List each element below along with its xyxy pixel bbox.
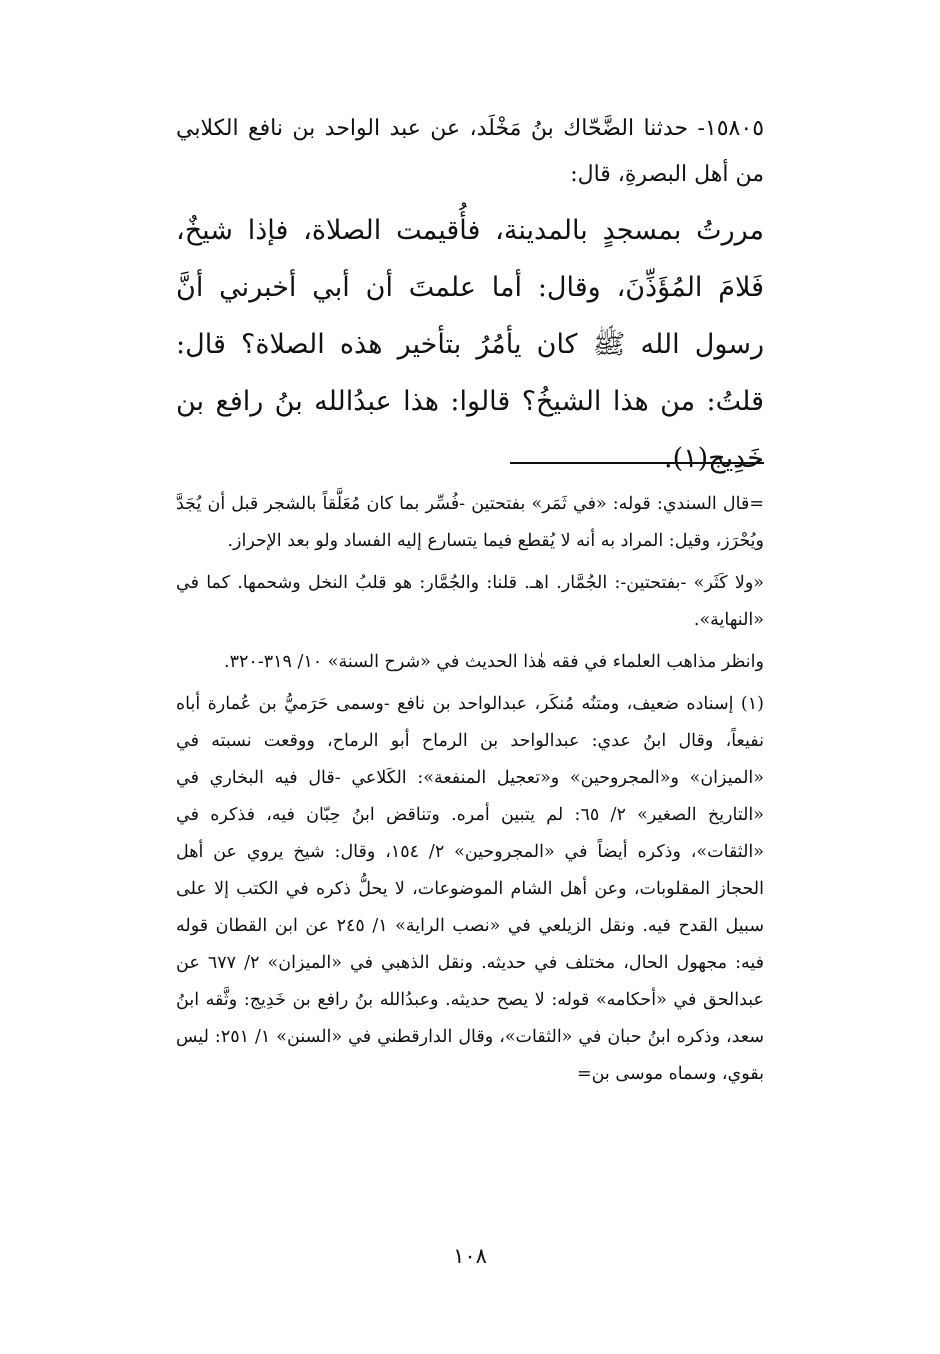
hadith-header: ١٥٨٠٥- حدثنا الضَّحّاك بنُ مَخْلَد، عن عبد الواحد بن نافع الكلابي من أهل البصرةِ، قال: [176,116,765,187]
hadith-text: مررتُ بمسجدٍ بالمدينة، فأُقيمت الصلاة، فإذا شيخٌ، فَلامَ المُؤَذِّنَ، وقال: أما علمتَ أن أبي أخبرني أنَّ رسول الله ﷺ كان يأمُرُ بتأخير هذه الصلاة؟ قال: قلتُ: من هذا الشيخُ؟ قالوا: هذا عبدُالله بنُ رافع بن خَدِيج(١). [176,215,764,474]
footnote-paragraph: =قال السندي: قوله: «في ثَمَر» بفتحتين -فُسِّر بما كان مُعَلَّقاً بالشجر قبل أن يُجَدَّ ويُحْرَز، وقيل: المراد به أنه لا يُقطع فيما يتسارع إليه الفساد ولو بعد الإحراز. [176,494,764,551]
footnote-paragraph: «ولا كَثَر» -بفتحتين-: الجُمَّار. اهـ. قلنا: والجُمَّار: هو قلبُ النخل وشحمها. كما في «النهاية». [176,573,764,630]
footnote-separator [510,462,764,464]
footnotes [176,486,764,1098]
footnote-paragraph: (١) إسناده ضعيف، ومتنُه مُنكَر، عبدالواحد بن نافع -وسمى حَرَميُّ بن عُمارة أباه نفيعاً، وقال ابنُ عدي: عبدالواحد بن الرماح أبو الرماح، ووقعت نسبته في «الميزان» و«المجروحين» و«تعجيل المنفعة»: الكَلاعي -قال فيه البخاري في «التاريخ الصغير» ٢/ ٦٥: لم يتبين أمره. وتناقض ابنُ حِبّان فيه، فذكره في «الثقات»، وذكره أيضاً في «المجروحين» ٢/ ١٥٤، وقال: شيخ يروي عن أهل الحجاز المقلوبات، وعن أهل الشام الموضوعات، لا يحلُّ ذكره في الكتب إلا على سبيل القدح فيه. ونقل الزيلعي في «نصب الراية» ١/ ٢٤٥ عن ابن القطان قوله فيه: مجهول الحال، مختلف في حديثه. ونقل الذهبي في «الميزان» ٢/ ٦٧٧ عن عبدالحق في «أحكامه» قوله: لا يصح حديثه. وعبدُالله بنُ رافع بن خَدِيج: وثَّقه ابنُ سعد، وذكره ابنُ حبان في «الثقات»، وقال الدارقطني في «السنن» ١/ ٢٥١: ليس بقوي، وسماه موسى بن= [176,694,765,1084]
page-number: ١٠٨ [453,1244,487,1268]
footnote-paragraph: وانظر مذاهب العلماء في فقه هٰذا الحديث في «شرح السنة» ١٠/ ٣١٩-٣٢٠. [224,652,764,672]
